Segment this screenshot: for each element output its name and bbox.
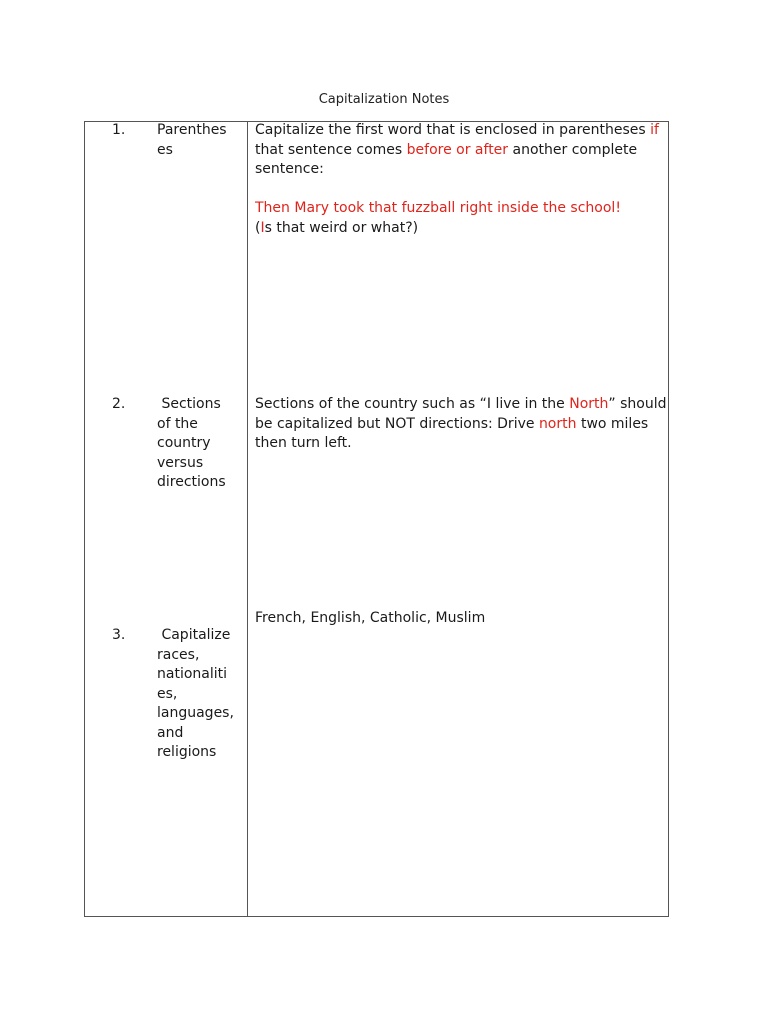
- topic-line: Sections: [157, 396, 221, 412]
- column-divider: [247, 121, 248, 917]
- rule-text: ” should be capitalized but NOT directions: Drive: [255, 396, 667, 432]
- highlight-text: if: [650, 122, 659, 138]
- topic-line: and: [157, 724, 184, 741]
- topic-line: religions: [157, 744, 217, 760]
- rule-text: two miles then turn left.: [255, 415, 649, 451]
- example-text: (: [255, 219, 261, 236]
- highlight-text: North: [569, 396, 609, 412]
- topic-line: Parenthes: [157, 122, 227, 138]
- topic-line: directions: [157, 474, 226, 490]
- topic-line: races,: [157, 646, 200, 663]
- row-1-example: [255, 199, 667, 238]
- row-1-rule: [255, 121, 667, 180]
- row-1-content: [255, 121, 667, 238]
- row-1-topic: [157, 121, 245, 160]
- example-text: s that weird or what?): [264, 219, 419, 236]
- page-title: Capitalization Notes: [318, 92, 450, 107]
- row-3-number: 3.: [112, 627, 126, 643]
- topic-line: nationaliti: [157, 666, 228, 682]
- highlight-text: I: [260, 219, 265, 236]
- topic-line: es,: [157, 685, 178, 702]
- highlight-text: north: [538, 415, 577, 432]
- row-3-topic: [157, 626, 245, 763]
- row-3-examples: French, English, Catholic, Muslim: [255, 610, 486, 626]
- row-2-number: 2.: [112, 396, 126, 412]
- highlight-text: before or after: [406, 141, 509, 158]
- topic-line: languages,: [157, 705, 234, 721]
- rule-text: Sections of the country such as “I live in the: [255, 396, 570, 412]
- topic-line: es: [157, 141, 173, 158]
- topic-line: country: [157, 435, 211, 451]
- topic-line: of the: [157, 415, 198, 432]
- rule-text: Capitalize the first word that is enclosed in parentheses: [255, 122, 651, 138]
- row-2-topic: [157, 395, 245, 493]
- notes-table: [84, 121, 669, 917]
- row-3-content: [255, 609, 667, 629]
- example-text: Then Mary took that fuzzball right inside the school!: [255, 200, 621, 216]
- row-2-rule: [255, 395, 667, 454]
- row-2-content: [255, 395, 667, 454]
- rule-text: that sentence comes: [255, 141, 407, 158]
- row-1-number: 1.: [112, 122, 126, 138]
- rule-text: another complete sentence:: [255, 141, 638, 177]
- topic-line: versus: [157, 454, 204, 471]
- topic-line: Capitalize: [157, 627, 231, 643]
